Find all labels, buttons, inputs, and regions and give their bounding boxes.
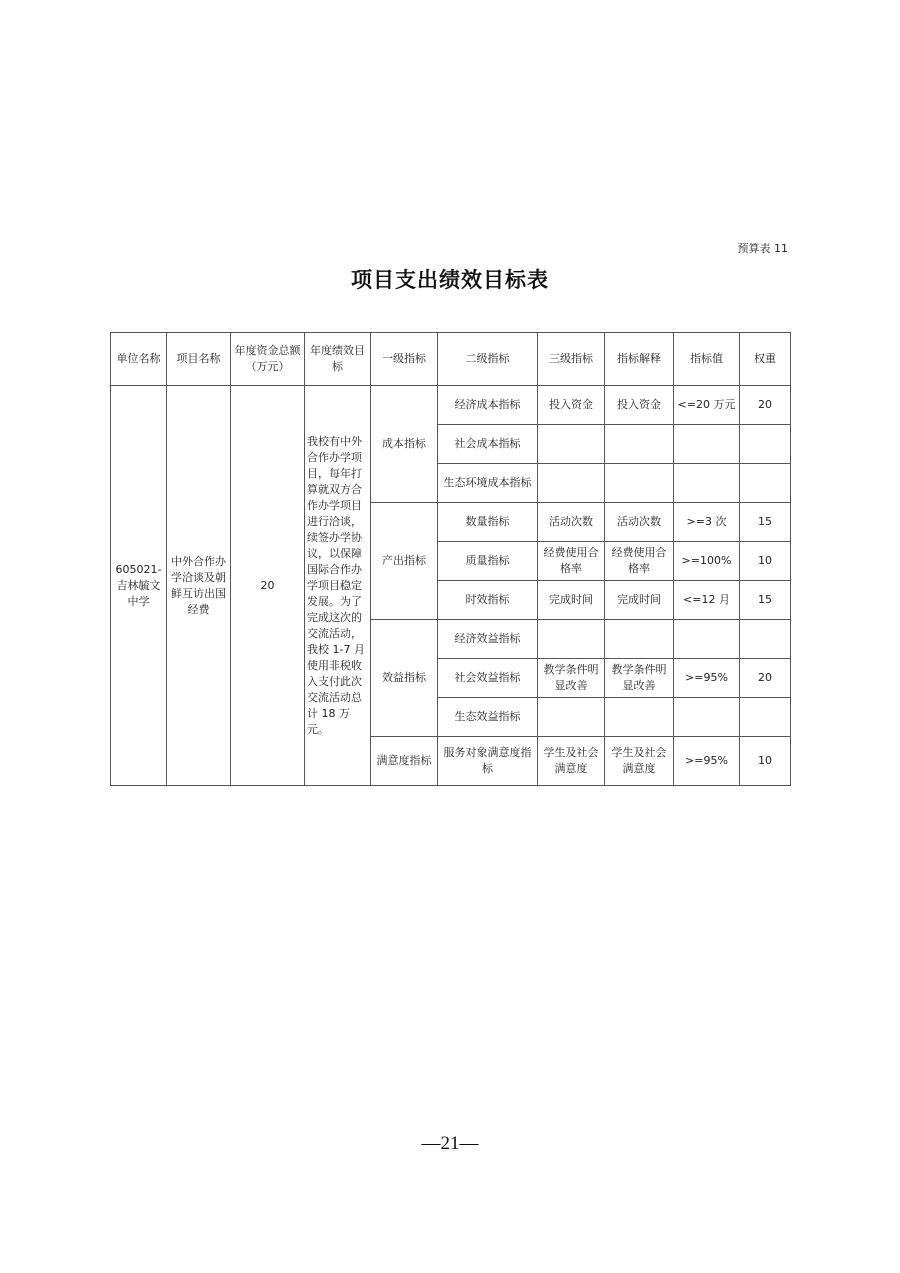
level2-cell: 生态环境成本指标 xyxy=(438,464,538,503)
explain-cell: 教学条件明显改善 xyxy=(605,659,674,698)
weight-cell: 10 xyxy=(740,737,791,786)
page-title: 项目支出绩效目标表 xyxy=(351,268,549,292)
level1-cell: 成本指标 xyxy=(371,386,438,503)
explain-cell: 活动次数 xyxy=(605,503,674,542)
level2-cell: 服务对象满意度指标 xyxy=(438,737,538,786)
value-cell xyxy=(674,620,740,659)
weight-cell: 20 xyxy=(740,386,791,425)
level2-cell: 数量指标 xyxy=(438,503,538,542)
header-annual-goal: 年度绩效目标 xyxy=(305,333,371,386)
explain-cell: 投入资金 xyxy=(605,386,674,425)
weight-cell xyxy=(740,464,791,503)
level2-cell: 生态效益指标 xyxy=(438,698,538,737)
explain-cell xyxy=(605,620,674,659)
header-explain: 指标解释 xyxy=(605,333,674,386)
level3-cell: 完成时间 xyxy=(538,581,605,620)
value-cell: >=3 次 xyxy=(674,503,740,542)
explain-cell: 经费使用合格率 xyxy=(605,542,674,581)
value-cell: <=20 万元 xyxy=(674,386,740,425)
level3-cell xyxy=(538,464,605,503)
level2-cell: 经济效益指标 xyxy=(438,620,538,659)
level3-cell xyxy=(538,425,605,464)
header-level2: 二级指标 xyxy=(438,333,538,386)
header-project-name: 项目名称 xyxy=(167,333,231,386)
value-cell xyxy=(674,425,740,464)
header-weight: 权重 xyxy=(740,333,791,386)
explain-cell xyxy=(605,425,674,464)
explain-cell: 完成时间 xyxy=(605,581,674,620)
value-cell: <=12 月 xyxy=(674,581,740,620)
explain-cell xyxy=(605,464,674,503)
level2-cell: 经济成本指标 xyxy=(438,386,538,425)
level1-cell: 效益指标 xyxy=(371,620,438,737)
value-cell: >=100% xyxy=(674,542,740,581)
level3-cell: 教学条件明显改善 xyxy=(538,659,605,698)
weight-cell: 15 xyxy=(740,581,791,620)
header-level1: 一级指标 xyxy=(371,333,438,386)
explain-cell: 学生及社会满意度 xyxy=(605,737,674,786)
value-cell xyxy=(674,464,740,503)
header-annual-funds: 年度资金总额（万元） xyxy=(231,333,305,386)
value-cell: >=95% xyxy=(674,737,740,786)
weight-cell: 20 xyxy=(740,659,791,698)
explain-cell xyxy=(605,698,674,737)
page-number: —21— xyxy=(421,1133,479,1154)
weight-cell: 15 xyxy=(740,503,791,542)
header-level3: 三级指标 xyxy=(538,333,605,386)
unit-name-cell: 605021-吉林毓文中学 xyxy=(111,386,167,786)
form-number: 预算表 11 xyxy=(737,242,788,255)
level2-cell: 社会成本指标 xyxy=(438,425,538,464)
annual-goal-cell: 我校有中外合作办学项目，每年打算就双方合作办学项目进行洽谈，续签办学协议，以保障国际合作办学项目稳定发展。为了完成这次的交流活动，我校 1-7 月使用非税收入支付此次交流活动总计 18 万元。 xyxy=(305,386,371,786)
weight-cell: 10 xyxy=(740,542,791,581)
value-cell xyxy=(674,698,740,737)
level1-cell: 产出指标 xyxy=(371,503,438,620)
level3-cell: 学生及社会满意度 xyxy=(538,737,605,786)
performance-goal-table xyxy=(110,332,791,786)
header-value: 指标值 xyxy=(674,333,740,386)
table-row xyxy=(111,386,791,425)
weight-cell xyxy=(740,620,791,659)
level3-cell xyxy=(538,698,605,737)
header-unit-name: 单位名称 xyxy=(111,333,167,386)
level2-cell: 社会效益指标 xyxy=(438,659,538,698)
project-name-cell: 中外合作办学洽谈及朝鲜互访出国经费 xyxy=(167,386,231,786)
level3-cell: 活动次数 xyxy=(538,503,605,542)
level3-cell xyxy=(538,620,605,659)
value-cell: >=95% xyxy=(674,659,740,698)
level3-cell: 经费使用合格率 xyxy=(538,542,605,581)
weight-cell xyxy=(740,698,791,737)
level2-cell: 质量指标 xyxy=(438,542,538,581)
header-row xyxy=(111,333,791,386)
level1-cell: 满意度指标 xyxy=(371,737,438,786)
level3-cell: 投入资金 xyxy=(538,386,605,425)
weight-cell xyxy=(740,425,791,464)
level2-cell: 时效指标 xyxy=(438,581,538,620)
annual-funds-cell: 20 xyxy=(231,386,305,786)
